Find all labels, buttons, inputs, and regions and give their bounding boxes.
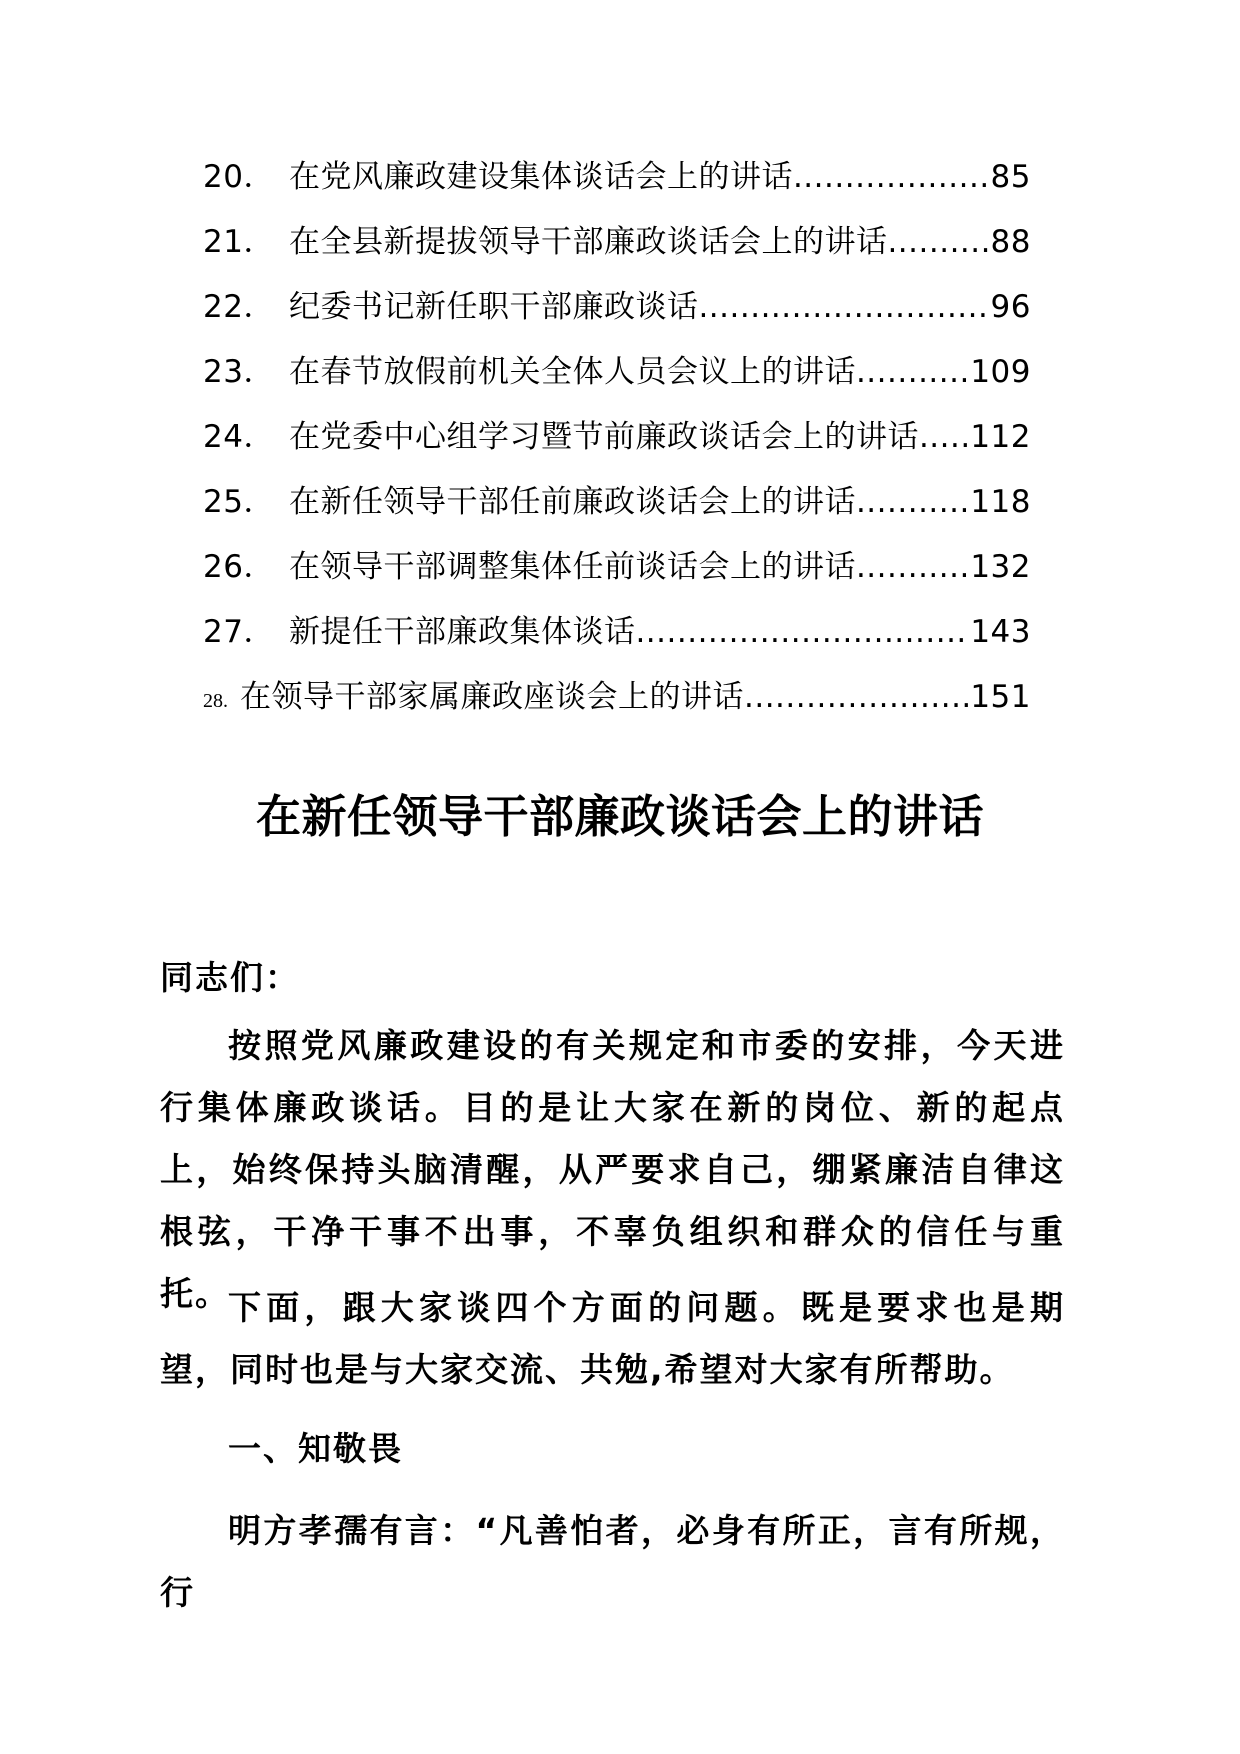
toc-entry-title: 在新任领导干部任前廉政谈话会上的讲话	[288, 484, 856, 520]
toc-entry-title: 在春节放假前机关全体人员会议上的讲话	[288, 354, 856, 390]
toc-entry[interactable]	[203, 340, 1031, 405]
toc-entry[interactable]	[203, 665, 1031, 730]
toc-entry[interactable]	[203, 145, 1031, 210]
toc-entry-number: 21．	[203, 224, 275, 260]
toc-entry-page: 85	[990, 159, 1031, 195]
toc-entry-title: 在全县新提拔领导干部廉政谈话会上的讲话	[288, 224, 888, 260]
toc-entry-number: 28.	[203, 690, 228, 712]
toc-entry-page: 118	[970, 484, 1031, 520]
toc-entry-number: 24．	[203, 419, 275, 455]
speech-paragraph: 下面，跟大家谈四个方面的问题。既是要求也是期望，同时也是与大家交流、共勉,希望对大家有所帮助。	[160, 1288, 1065, 1389]
table-of-contents	[203, 145, 1031, 730]
toc-entry-number: 26．	[203, 549, 275, 585]
toc-dot-leader	[698, 275, 990, 340]
toc-entry[interactable]	[203, 210, 1031, 275]
toc-entry[interactable]	[203, 275, 1031, 340]
toc-entry[interactable]	[203, 405, 1031, 470]
toc-dot-leader	[919, 405, 970, 470]
toc-dot-leader	[856, 535, 970, 600]
speech-paragraph: 按照党风廉政建设的有关规定和市委的安排，今天进行集体廉政谈话。目的是让大家在新的岗位、新的起点上，始终保持头脑清醒，从严要求自己，绷紧廉洁自律这根弦，干净干事不出事，不辜负组织和群众的信任与重托。	[160, 1026, 1065, 1313]
toc-entry-title: 在党委中心组学习暨节前廉政谈话会上的讲话	[288, 419, 919, 455]
section-heading: 一、知敬畏	[228, 1429, 403, 1468]
toc-entry[interactable]	[203, 470, 1031, 535]
speech-paragraph: 明方孝孺有言：“凡善怕者，必身有所正，言有所规，行	[160, 1511, 1065, 1612]
toc-entry-title: 在领导干部家属廉政座谈会上的讲话	[240, 679, 744, 715]
toc-entry-number: 22．	[203, 289, 275, 325]
toc-dot-leader	[887, 210, 990, 275]
speech-title: 在新任领导干部廉政谈话会上的讲话	[255, 790, 984, 844]
speech-salutation: 同志们：	[160, 958, 300, 997]
toc-entry[interactable]	[203, 600, 1031, 665]
toc-entry-title: 纪委书记新任职干部廉政谈话	[288, 289, 699, 325]
toc-entry-number: 27．	[203, 614, 275, 650]
toc-entry-title: 在党风廉政建设集体谈话会上的讲话	[288, 159, 793, 195]
toc-entry-page: 88	[990, 224, 1031, 260]
toc-entry-page: 151	[970, 679, 1031, 715]
toc-entry-page: 143	[970, 614, 1031, 650]
toc-dot-leader	[744, 665, 970, 730]
toc-entry-number: 25．	[203, 484, 275, 520]
toc-dot-leader	[856, 340, 970, 405]
toc-entry-page: 112	[970, 419, 1031, 455]
toc-dot-leader	[856, 470, 970, 535]
toc-entry-number: 23．	[203, 354, 275, 390]
toc-entry-page: 132	[970, 549, 1031, 585]
toc-dot-leader	[635, 600, 970, 665]
toc-entry-title: 在领导干部调整集体任前谈话会上的讲话	[288, 549, 856, 585]
toc-entry-page: 109	[970, 354, 1031, 390]
toc-dot-leader	[793, 145, 991, 210]
toc-entry[interactable]	[203, 535, 1031, 600]
toc-entry-title: 新提任干部廉政集体谈话	[288, 614, 636, 650]
toc-entry-number: 20．	[203, 159, 275, 195]
toc-entry-page: 96	[990, 289, 1031, 325]
